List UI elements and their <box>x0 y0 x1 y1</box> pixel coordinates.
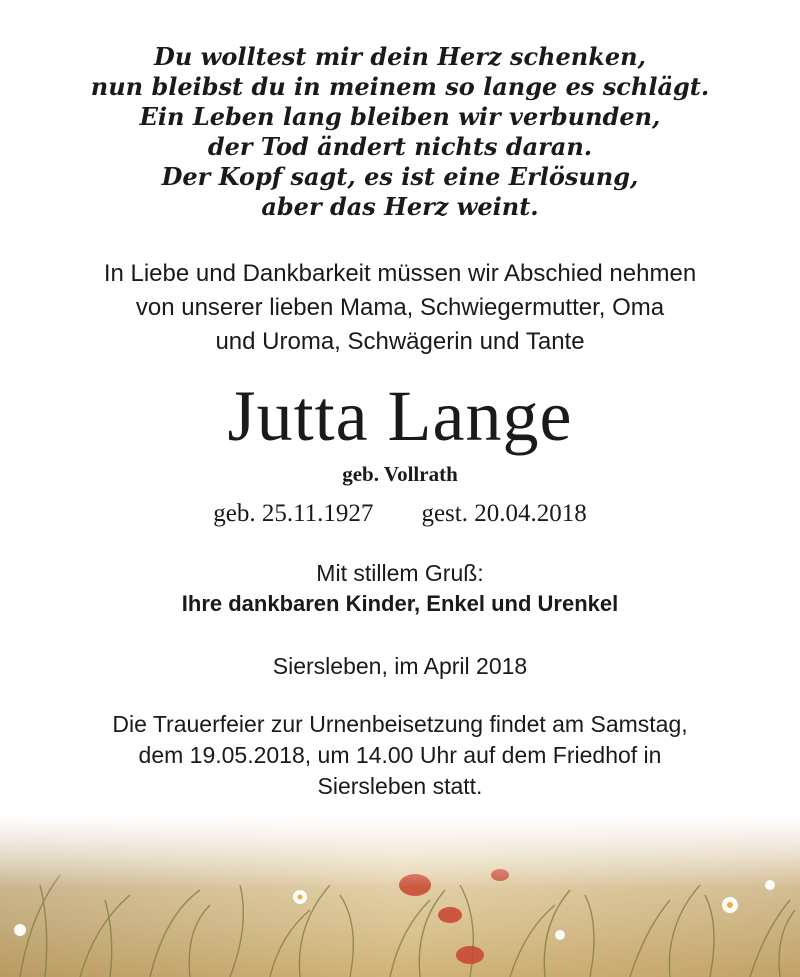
poem-line: Der Kopf sagt, es ist eine Erlösung, <box>161 162 639 191</box>
farewell-intro <box>0 257 800 359</box>
poem-line: nun bleibst du in meinem so lange es schlägt. <box>90 72 710 101</box>
poem-line: Ein Leben lang bleiben wir verbunden, <box>139 102 661 131</box>
service-line: Die Trauerfeier zur Urnenbeisetzung findet am Samstag, <box>112 711 688 737</box>
memorial-poem <box>0 42 800 222</box>
place-and-date: Siersleben, im April 2018 <box>272 653 528 679</box>
death-date: gest. 20.04.2018 <box>421 500 587 527</box>
poem-line: aber das Herz weint. <box>261 192 539 221</box>
funeral-service-info <box>0 709 800 802</box>
meadow-flowers-image <box>0 815 800 977</box>
birth-date: geb. 25.11.1927 <box>213 500 374 527</box>
greeting: Mit stillem Gruß: <box>316 560 484 586</box>
signers: Ihre dankbaren Kinder, Enkel und Urenkel <box>181 591 619 616</box>
poem-line: der Tod ändert nichts daran. <box>207 132 593 161</box>
intro-line: In Liebe und Dankbarkeit müssen wir Abschied nehmen <box>103 260 697 287</box>
intro-line: von unserer lieben Mama, Schwiegermutter, Oma <box>135 294 665 321</box>
maiden-name: geb. Vollrath <box>342 462 458 486</box>
life-dates <box>0 498 800 530</box>
service-line: Siersleben statt. <box>317 773 483 799</box>
deceased-name: Jutta Lange <box>227 376 573 456</box>
intro-line: und Uroma, Schwägerin und Tante <box>215 328 585 355</box>
poem-line: Du wolltest mir dein Herz schenken, <box>154 42 646 71</box>
service-line: dem 19.05.2018, um 14.00 Uhr auf dem Friedhof in <box>138 742 662 768</box>
